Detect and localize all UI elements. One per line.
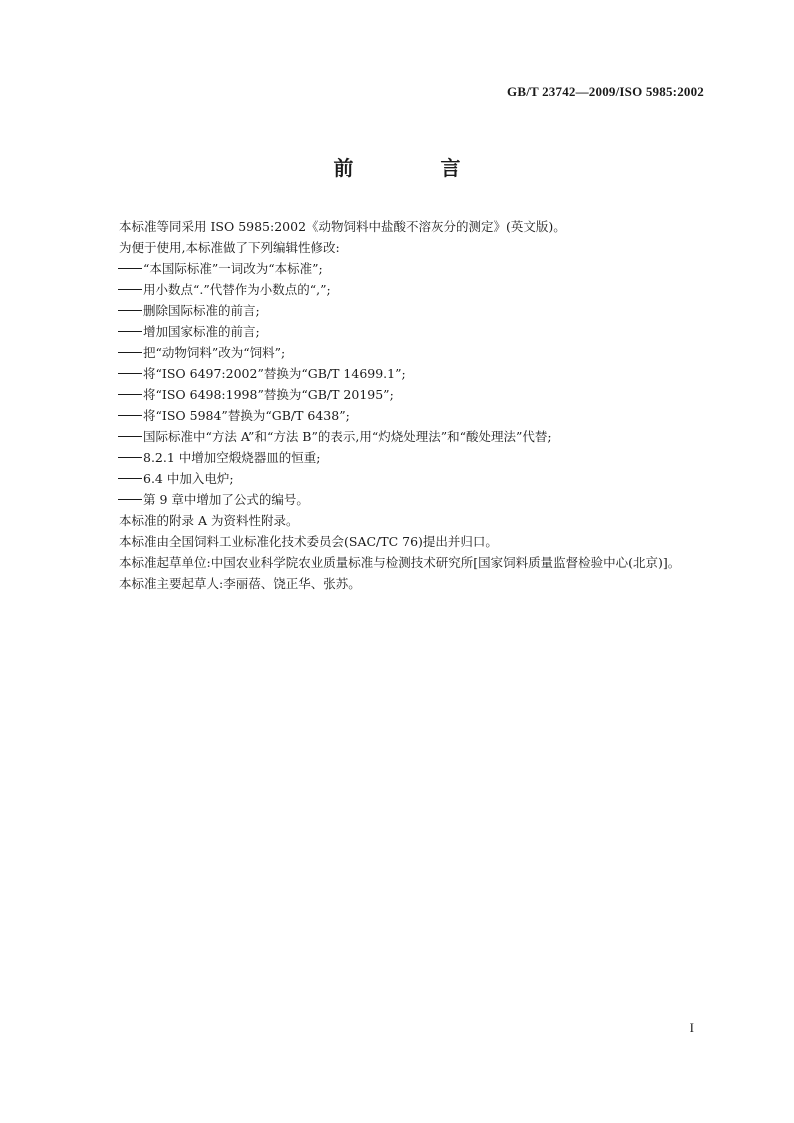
dash-marker bbox=[118, 373, 142, 374]
dash-marker bbox=[118, 352, 142, 353]
page-title: 前 言 bbox=[333, 156, 501, 180]
change-item-text: 6.4 中加入电炉; bbox=[143, 471, 234, 486]
change-item bbox=[96, 384, 704, 405]
dash-marker bbox=[118, 331, 142, 332]
dash-marker bbox=[118, 457, 142, 458]
change-item-text: 8.2.1 中增加空煅烧器皿的恒重; bbox=[143, 450, 321, 465]
change-item-text: 国际标准中“方法 A”和“方法 B”的表示,用“灼烧处理法”和“酸处理法”代替; bbox=[143, 429, 552, 444]
standard-code: GB/T 23742—2009/ISO 5985:2002 bbox=[507, 84, 704, 99]
change-item-text: 将“ISO 6497:2002”替换为“GB/T 14699.1”; bbox=[143, 366, 406, 381]
dash-marker bbox=[118, 394, 142, 395]
change-item bbox=[96, 258, 704, 279]
change-item bbox=[96, 468, 704, 489]
change-item bbox=[96, 279, 704, 300]
dash-marker bbox=[118, 499, 142, 500]
proposer-note: 本标准由全国饲料工业标准化技术委员会(SAC/TC 76)提出并归口。 bbox=[119, 534, 498, 549]
dash-marker bbox=[118, 415, 142, 416]
change-item-text: 删除国际标准的前言; bbox=[143, 303, 260, 318]
change-item-text: 将“ISO 5984”替换为“GB/T 6438”; bbox=[143, 408, 350, 423]
appendix-note: 本标准的附录 A 为资料性附录。 bbox=[119, 513, 299, 528]
change-item-text: 用小数点“.”代替作为小数点的“,”; bbox=[143, 282, 331, 297]
change-item bbox=[96, 321, 704, 342]
drafters-note: 本标准主要起草人:李丽蓓、饶正华、张苏。 bbox=[119, 576, 361, 591]
intro-paragraph: 本标准等同采用 ISO 5985:2002《动物饲料中盐酸不溶灰分的测定》(英文版)。 bbox=[119, 219, 566, 234]
page-number: I bbox=[689, 1020, 694, 1035]
change-item bbox=[96, 447, 704, 468]
change-item-text: 增加国家标准的前言; bbox=[143, 324, 260, 339]
dash-marker bbox=[118, 436, 142, 437]
drafting-unit-note: 本标准起草单位:中国农业科学院农业质量标准与检测技术研究所[国家饲料质量监督检验中心(北京)]。 bbox=[119, 555, 681, 570]
change-item bbox=[96, 405, 704, 426]
change-item bbox=[96, 342, 704, 363]
foreword-body bbox=[96, 216, 704, 594]
intro-paragraph: 为便于使用,本标准做了下列编辑性修改: bbox=[119, 240, 340, 255]
change-item-text: 将“ISO 6498:1998”替换为“GB/T 20195”; bbox=[143, 387, 394, 402]
change-item bbox=[96, 426, 704, 447]
dash-marker bbox=[118, 268, 142, 269]
change-item bbox=[96, 489, 704, 510]
dash-marker bbox=[118, 289, 142, 290]
dash-marker bbox=[118, 310, 142, 311]
change-item bbox=[96, 363, 704, 384]
change-item-text: “本国际标准”一词改为“本标准”; bbox=[143, 261, 323, 276]
dash-marker bbox=[118, 478, 142, 479]
change-item bbox=[96, 300, 704, 321]
change-item-text: 第 9 章中增加了公式的编号。 bbox=[143, 492, 309, 507]
change-item-text: 把“动物饲料”改为“饲料”; bbox=[143, 345, 286, 360]
